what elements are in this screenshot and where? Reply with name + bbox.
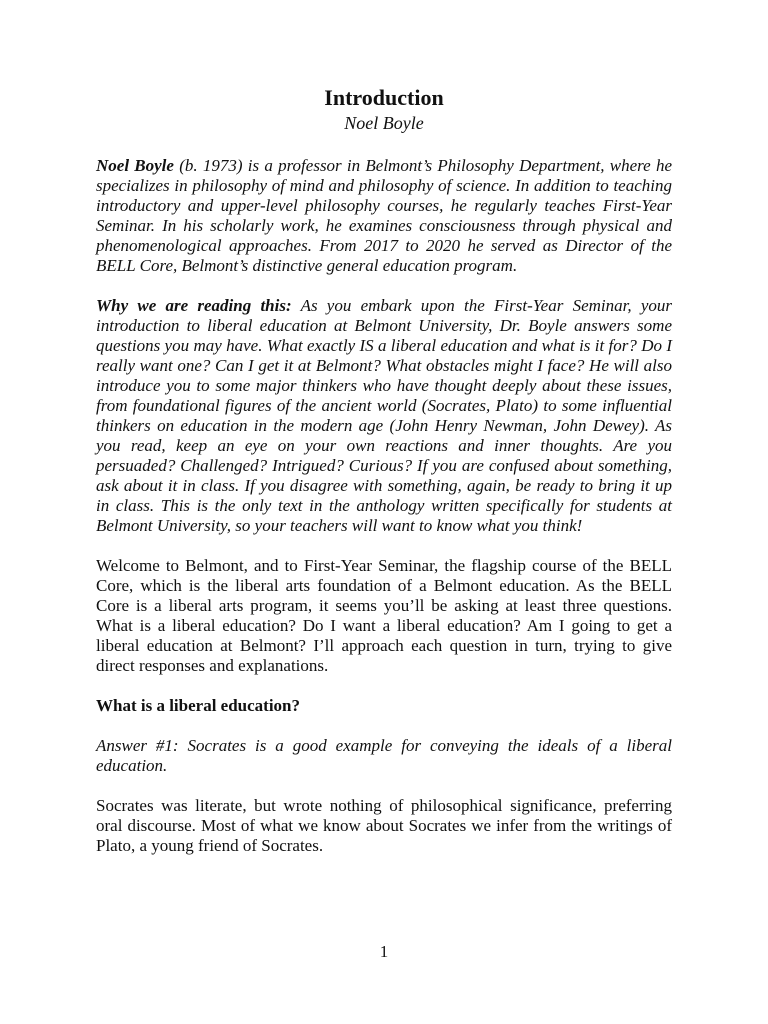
why-reading-text: As you embark upon the First-Year Seminar, your introduction to liberal education at Belmont University, Dr. Boyle answers some questions you may have. What exactly IS a liberal education and what is it for? Do I really want one? Can I get it at Belmont? What obstacles might I face? He will also introduce you to some major thinkers who have thought deeply about these issues, from foundational figures of the ancient world (Socrates, Plato) to some influential thinkers on education in the modern age (John Henry Newman, John Dewey). As you read, keep an eye on your own reactions and inner thoughts. Are you persuaded? Challenged? Intrigued? Curious? If you are confused about something, ask about it in class. If you disagree with something, again, be ready to bring it up in class. This is the only text in the anthology written specifically for students at Belmont University, so your teachers will want to know what you think!	[96, 296, 672, 535]
author-bio-paragraph	[96, 156, 672, 276]
page-number: 1	[379, 942, 389, 961]
author-bio-lead: Noel Boyle	[96, 156, 174, 175]
document-author: Noel Boyle	[344, 113, 424, 133]
why-reading-paragraph	[96, 296, 672, 536]
socrates-paragraph: Socrates was literate, but wrote nothing of philosophical significance, preferring oral discourse. Most of what we know about Socrates we infer from the writings of Plato, a young friend of Socrates.	[96, 796, 672, 855]
author-bio-text: (b. 1973) is a professor in Belmont’s Philosophy Department, where he specializes in philosophy of mind and philosophy of science. In addition to teaching introductory and upper-level philosophy courses, he regularly teaches First-Year Seminar. In his scholarly work, he examines consciousness through physical and phenomenological approaches. From 2017 to 2020 he served as Director of the BELL Core, Belmont’s distinctive general education program.	[96, 156, 672, 275]
why-reading-lead: Why we are reading this:	[96, 296, 292, 315]
document-title: Introduction	[324, 85, 444, 110]
section-heading: What is a liberal education?	[96, 696, 301, 715]
welcome-paragraph: Welcome to Belmont, and to First-Year Seminar, the flagship course of the BELL Core, which is the liberal arts foundation of a Belmont education. As the BELL Core is a liberal arts program, it seems you’ll be asking at least three questions. What is a liberal education? Do I want a liberal education? Am I going to get a liberal education at Belmont? I’ll approach each question in turn, trying to give direct responses and explanations.	[96, 556, 672, 675]
document-page	[96, 84, 672, 876]
answer-one-paragraph: Answer #1: Socrates is a good example for conveying the ideals of a liberal education.	[96, 736, 672, 775]
